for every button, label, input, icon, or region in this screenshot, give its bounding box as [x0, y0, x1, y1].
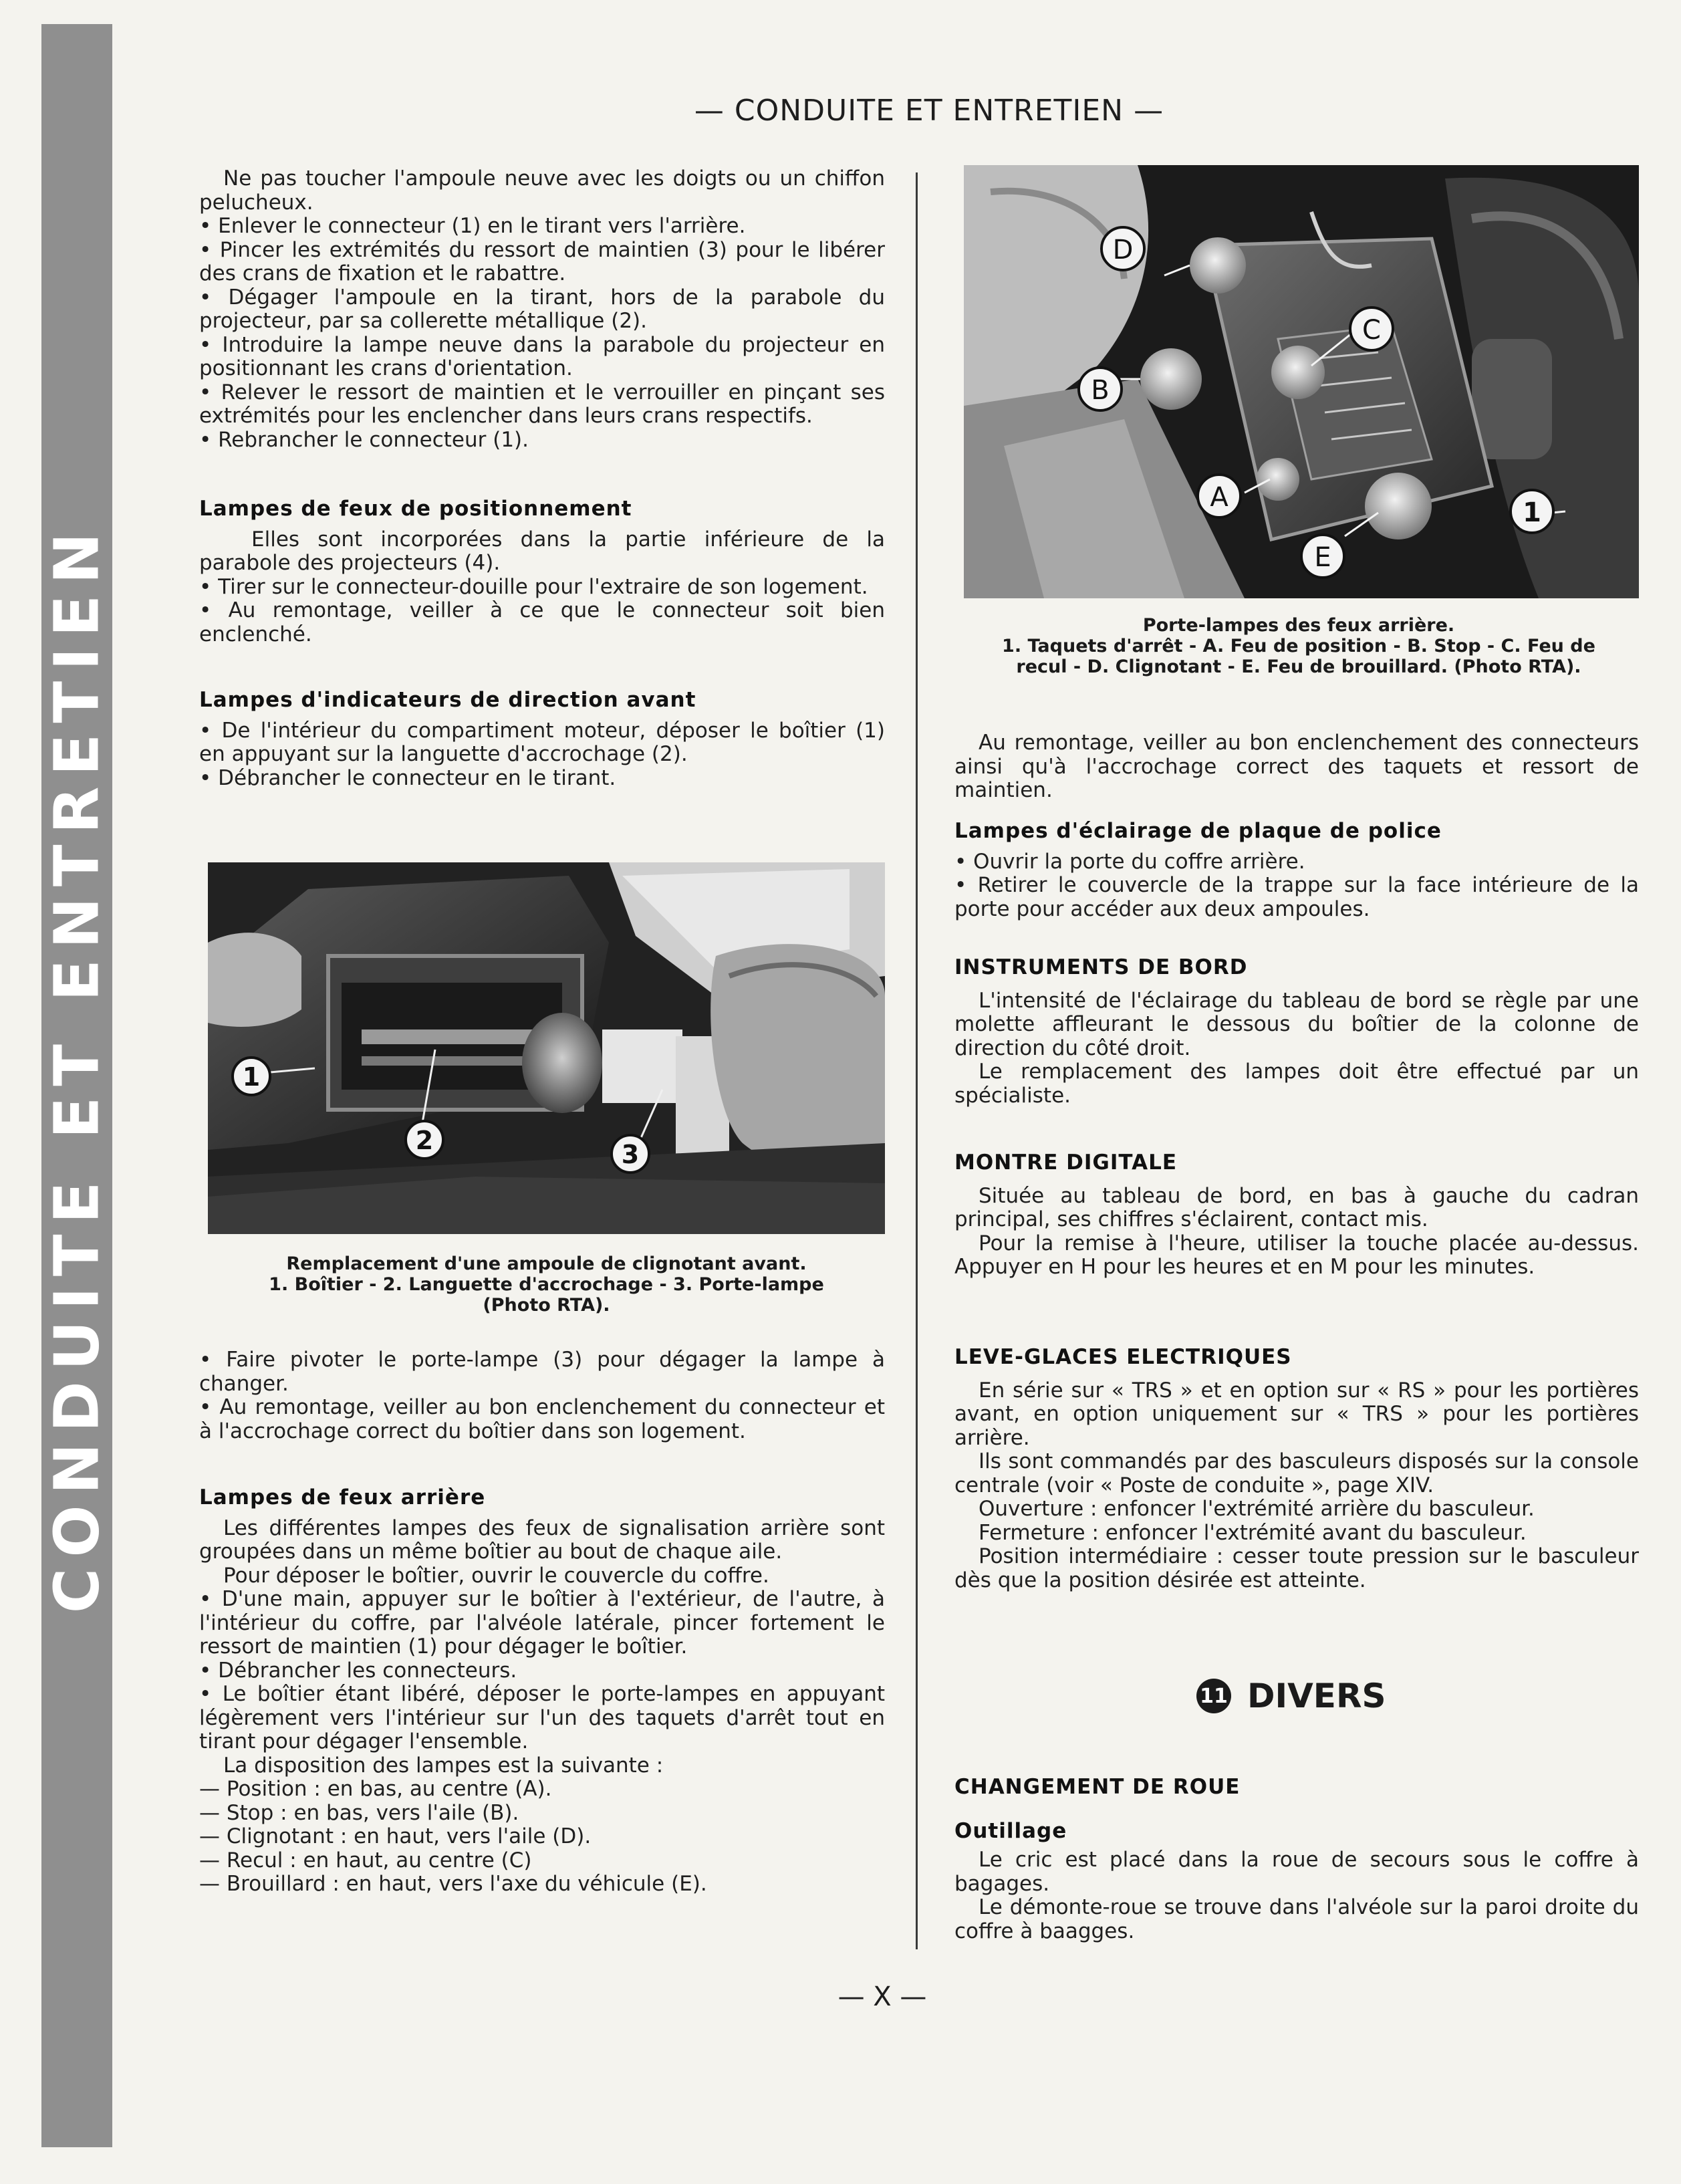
section-indicateurs [199, 689, 885, 790]
bullet-item: • De l'intérieur du compartiment moteur, déposer le boîtier (1) en appuyant sur la languette d'accrochage (2). [199, 718, 885, 766]
callout-1 [1511, 490, 1553, 533]
left-after-photo [199, 1348, 885, 1443]
section-heading: Lampes de feux de positionnement [199, 497, 632, 521]
callout-E [1301, 535, 1344, 578]
paragraph: Fermeture : enfoncer l'extrémité avant du basculeur. [979, 1520, 1527, 1545]
caption-line: Porte-lampes des feux arrière. [1142, 615, 1455, 636]
bullet-item: • Dégager l'ampoule en la tirant, hors de la parabole du projecteur, par sa collerette métallique (2). [199, 285, 885, 333]
callout-label: 1 [1523, 497, 1541, 528]
bullet-item: • Débrancher le connecteur en le tirant. [199, 765, 616, 790]
bullet-item: • Ouvrir la porte du coffre arrière. [954, 849, 1305, 874]
callout-A [1198, 475, 1241, 517]
callout-label: A [1210, 482, 1229, 513]
callout-3 [612, 1135, 649, 1173]
paragraph: Pour déposer le boîtier, ouvrir le couvercle du coffre. [223, 1563, 769, 1588]
section-arriere [199, 1486, 885, 1897]
paragraph: Ouverture : enfoncer l'extrémité arrière du basculeur. [979, 1497, 1535, 1521]
bullet-item: • Enlever le connecteur (1) en le tirant vers l'arrière. [199, 214, 746, 238]
bullet-item: • Le boîtier étant libéré, déposer le porte-lampes en appuyant légèrement vers l'intérieur sur l'un des taquets d'arrêt tout en tirant pour dégager l'ensemble. [199, 1682, 885, 1753]
left-intro [199, 167, 885, 452]
list-item: — Stop : en bas, vers l'aile (B). [199, 1800, 519, 1825]
paragraph: Le démonte-roue se trouve dans l'alvéole sur la paroi droite du coffre à baagges. [954, 1895, 1639, 1943]
paragraph: La disposition des lampes est la suivante : [223, 1753, 664, 1778]
caption-line: Remplacement d'une ampoule de clignotant avant. [286, 1253, 807, 1274]
running-head: — CONDUITE ET ENTRETIEN — [694, 94, 1164, 128]
callout-2 [406, 1121, 443, 1159]
list-item: — Position : en bas, au centre (A). [199, 1777, 552, 1801]
bullet-item: • Au remontage, veiller à ce que le connecteur soit bien enclenché. [199, 598, 885, 646]
paragraph: Située au tableau de bord, en bas à gauche du cadran principal, ses chiffres s'éclairent, contact mis. [954, 1183, 1639, 1231]
paragraph: Elles sont incorporées dans la partie inférieure de la parabole des projecteurs (4). [199, 527, 885, 575]
right-remontage [954, 731, 1639, 803]
bullet-item: • Au remontage, veiller au bon enclenchement du connecteur et à l'accrochage correct du boîtier dans son logement. [199, 1395, 885, 1443]
page-number: — X — [837, 1981, 927, 2012]
paragraph: L'intensité de l'éclairage du tableau de bord se règle par une molette affleurant le dessous du boîtier de la colonne de direction du côté droit. [954, 988, 1639, 1060]
bullet-item: • D'une main, appuyer sur le boîtier à l'extérieur, de l'autre, à l'intérieur du coffre, par l'alvéole latérale, pincer fortement le ressort de maintien (1) pour dégager le boîtier. [199, 1587, 885, 1659]
callout-label: D [1112, 235, 1134, 265]
bullet-item: • Tirer sur le connecteur-douille pour l'extraire de son logement. [199, 574, 868, 599]
paragraph: Ne pas toucher l'ampoule neuve avec les doigts ou un chiffon pelucheux. [199, 166, 885, 215]
left-photo-caption [208, 1253, 885, 1316]
caption-line: 1. Taquets d'arrêt - A. Feu de position - B. Stop - C. Feu de [1002, 636, 1595, 656]
bullet-item: • Faire pivoter le porte-lampe (3) pour dégager la lampe à changer. [199, 1348, 885, 1396]
section-heading: Lampes de feux arrière [199, 1485, 486, 1509]
callout-label: 3 [621, 1140, 640, 1169]
right-photo-caption [954, 615, 1643, 677]
section-heading: Lampes d'éclairage de plaque de police [954, 819, 1442, 843]
section-position [199, 497, 885, 646]
bullet-item: • Débrancher les connecteurs. [199, 1658, 517, 1683]
callout-label: 1 [242, 1062, 261, 1092]
paragraph: Le cric est placé dans la roue de secours sous le coffre à bagages. [954, 1848, 1639, 1896]
paragraph: Le remplacement des lampes doit être effectué par un spécialiste. [954, 1060, 1639, 1108]
paragraph: Les différentes lampes des feux de signalisation arrière sont groupées dans un même boîtier au bout de chaque aile. [199, 1515, 885, 1564]
section-montre [954, 1151, 1639, 1280]
paragraph: Pour la remise à l'heure, utiliser la touche placée au-dessus. Appuyer en H pour les heures et en M pour les minutes. [954, 1231, 1639, 1279]
section-leve-glaces [954, 1346, 1639, 1592]
bullet-item: • Introduire la lampe neuve dans la parabole du projecteur en positionnant les crans d'orientation. [199, 332, 885, 380]
callout-label: C [1362, 315, 1381, 346]
column-rule [916, 172, 918, 1949]
list-item: — Recul : en haut, au centre (C) [199, 1848, 532, 1872]
list-item: — Clignotant : en haut, vers l'aile (D). [199, 1824, 592, 1848]
paragraph: Ils sont commandés par des basculeurs disposés sur la console centrale (voir « Poste de conduite », page XIV. [954, 1449, 1639, 1497]
chapter-heading-divers [1196, 1677, 1386, 1715]
chapter-number-badge: 11 [1196, 1679, 1231, 1713]
photo-rear-lamps [964, 165, 1639, 598]
paragraph: En série sur « TRS » et en option sur « RS » pour les portières avant, en option uniquement sur « TRS » pour les portières arrière. [954, 1378, 1639, 1450]
caption-line: (Photo RTA). [483, 1295, 610, 1316]
side-title: CONDUITE ET ENTRETIEN [41, 521, 113, 1614]
bullet-item: • Relever le ressort de maintien et le verrouiller en pinçant ses extrémités pour les enclencher dans leurs crans respectifs. [199, 380, 885, 428]
chapter-title: DIVERS [1247, 1677, 1386, 1715]
section-heading: CHANGEMENT DE ROUE [954, 1775, 1241, 1799]
callout-B [1079, 368, 1122, 410]
section-heading: LEVE-GLACES ELECTRIQUES [954, 1345, 1292, 1369]
callout-label: E [1314, 542, 1331, 573]
section-heading: Lampes d'indicateurs de direction avant [199, 688, 696, 712]
subsection-heading: Outillage [954, 1818, 1067, 1843]
photo-illustration [208, 862, 885, 1234]
paragraph: Au remontage, veiller au bon enclenchement des connecteurs ainsi qu'à l'accrochage correct des taquets et ressort de maintien. [954, 731, 1639, 802]
list-item: — Brouillard : en haut, vers l'axe du véhicule (E). [199, 1872, 707, 1896]
callout-1 [233, 1058, 270, 1095]
callout-D [1102, 227, 1144, 270]
section-instruments [954, 956, 1639, 1108]
callout-label: B [1091, 375, 1110, 406]
photo-illustration [964, 165, 1639, 598]
caption-line: 1. Boîtier - 2. Languette d'accrochage - 3. Porte-lampe [269, 1274, 824, 1295]
bullet-item: • Pincer les extrémités du ressort de maintien (3) pour le libérer des crans de fixation et le rabattre. [199, 237, 885, 285]
section-heading: MONTRE DIGITALE [954, 1150, 1178, 1175]
section-plaque [954, 820, 1639, 921]
caption-line: recul - D. Clignotant - E. Feu de brouillard. (Photo RTA). [1016, 656, 1581, 677]
section-heading: INSTRUMENTS DE BORD [954, 955, 1248, 979]
section-changement [954, 1776, 1639, 1943]
callout-label: 2 [415, 1126, 434, 1155]
photo-front-indicator [208, 862, 885, 1234]
paragraph: Position intermédiaire : cesser toute pression sur le basculeur dès que la position désirée est atteinte. [954, 1544, 1639, 1592]
bullet-item: • Retirer le couvercle de la trappe sur la face intérieure de la porte pour accéder aux deux ampoules. [954, 873, 1639, 921]
bullet-item: • Rebrancher le connecteur (1). [199, 427, 529, 452]
callout-C [1350, 308, 1393, 350]
